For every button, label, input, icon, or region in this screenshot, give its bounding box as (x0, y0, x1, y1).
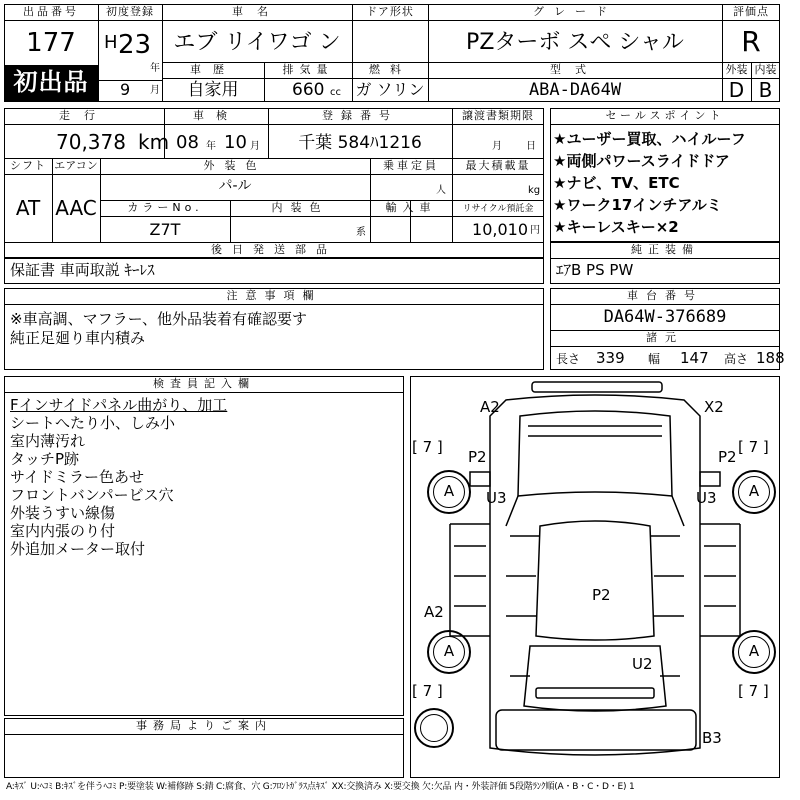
lot-number: 177 (26, 28, 76, 58)
chassis-label: 車台番号 (627, 289, 703, 302)
selling-point-item: ★ワーク17インチアルミ (553, 196, 722, 214)
mark-p2-center: P2 (592, 586, 611, 604)
int-color-label: 内装色 (271, 201, 329, 214)
exterior-label: 外装 (725, 63, 748, 76)
first-reg-month: 9 (120, 80, 131, 99)
ext-color-label: 外装色 (203, 159, 267, 172)
score-label: 評価点 (733, 5, 769, 18)
ext-color-value: パ-ル (218, 178, 252, 194)
capacity-unit: 人 (436, 185, 446, 196)
car-name-label: 車名 (232, 5, 282, 18)
tread-bracket-fr: [ 7 ] (738, 438, 769, 456)
inspector-line: Fインサイドパネル曲がり、加工 (10, 396, 228, 414)
legend-text: A:ｷｽﾞ U:ﾍｺﾐ B:ｷｽﾞを伴うﾍｺﾐ P:要塗装 W:補修跡 S:錆 C:腐食、穴 G:ﾌﾛﾝﾄｶﾞﾗｽ点ｷｽﾞ XX:交換済み X:要交換 欠:欠品 内・外装評価 5段階ﾗﾝｸ順(A・B・C・D・E) 1 (6, 782, 635, 792)
first-listing-badge-text: 初出品 (13, 68, 89, 96)
selling-point-item: ★キーレスキー×2 (553, 218, 679, 236)
history-label: 車歴 (190, 63, 236, 76)
grade-value: PZターボ スペ シャル (466, 30, 684, 55)
standard-equipment-label: 純正装備 (631, 243, 699, 256)
lot-number-label: 出品番号 (23, 5, 79, 18)
transfer-label: 譲渡書類期限 (462, 109, 534, 122)
aircon-value: AAC (55, 196, 97, 220)
selling-point-item: ★ユーザー買取、ハイルーフ (553, 130, 746, 148)
inspection-year-unit: 年 (206, 141, 216, 152)
recycle-label: リサイクル預託金 (462, 204, 534, 214)
model-value: ABA-DA64W (528, 80, 622, 100)
inspector-line: シートへたり小、しみ小 (10, 414, 176, 432)
selling-points-label: セールスポイント (605, 109, 725, 122)
tread-bracket-fl: [ 7 ] (412, 438, 443, 456)
recycle-value: 10,010 (472, 220, 528, 239)
height-label: 高さ (724, 352, 749, 366)
car-name: エブ リイワゴ ン (173, 30, 341, 55)
first-reg-year: 23 (118, 30, 152, 60)
fuel-label: 燃料 (369, 63, 411, 76)
inspection-month-unit: 月 (250, 141, 260, 152)
width-label: 幅 (648, 352, 661, 366)
mark-u2-rear: U2 (632, 655, 653, 673)
plate-label: 登録番号 (322, 109, 398, 122)
caution-line: 純正足廻り車内積み (10, 329, 146, 347)
first-registration-label: 初度登録 (106, 5, 154, 18)
office-label: 事務局よりご案内 (136, 719, 272, 732)
color-no-value: Z7T (149, 220, 181, 239)
year-unit: 年 (150, 63, 160, 74)
later-parts-label: 後日発送部品 (211, 243, 337, 256)
later-parts-value: 保証書 車両取説 ｷｰﾚｽ (10, 261, 155, 279)
tire-rear-right-mark: A (748, 642, 760, 660)
import-label: 輸入車 (385, 201, 437, 214)
shift-label: シフト (10, 159, 46, 172)
tread-bracket-rr: [ 7 ] (738, 682, 769, 700)
inspector-line: フロントバンパービス穴 (10, 486, 174, 504)
score-value: R (741, 25, 761, 58)
caution-line: ※車高調、マフラー、他外品装着有確認要す (10, 310, 307, 328)
mark-b3-rear: B3 (702, 729, 722, 747)
int-color-unit: 系 (356, 227, 366, 238)
mark-u3-right: U3 (696, 489, 717, 507)
selling-point-item: ★ナビ、TV、ETC (553, 174, 680, 192)
chassis-value: DA64W-376689 (603, 307, 727, 327)
inspector-line: サイドミラー色あせ (10, 468, 144, 486)
history-value: 自家用 (187, 80, 239, 100)
inspector-line: 室内内張のり付 (10, 522, 116, 540)
inspection-year: 08 (176, 132, 199, 153)
mark-a2-top: A2 (480, 398, 500, 416)
max-load-unit: kg (528, 185, 541, 196)
mark-a2-left: A2 (424, 603, 444, 621)
inspection-month: 10 (224, 132, 247, 153)
height-value: 188 (756, 349, 785, 367)
car-body-outline (410, 376, 780, 778)
mark-p2-left: P2 (468, 448, 487, 466)
length-label: 長さ (556, 352, 581, 366)
length-value: 339 (596, 349, 625, 367)
width-value: 147 (680, 349, 709, 367)
tire-front-left-mark: A (443, 482, 455, 500)
transfer-month-unit: 月 (492, 141, 502, 152)
spare-tire-inner (420, 714, 448, 742)
displacement-label: 排気量 (282, 63, 334, 76)
inspector-line: 室内薄汚れ (10, 432, 86, 450)
interior-grade: B (758, 78, 773, 102)
mark-x2-top: X2 (704, 398, 724, 416)
capacity-label: 乗車定員 (383, 159, 439, 172)
door-label: ドア形状 (366, 5, 414, 18)
mileage-label: 走行 (59, 109, 109, 122)
inspector-line: 外装うすい線傷 (10, 504, 116, 522)
recycle-unit: 円 (530, 225, 540, 236)
max-load-label: 最大積載量 (465, 159, 531, 172)
plate-value: 千葉 584ﾊ1216 (298, 133, 422, 153)
standard-equipment-value: ｴｱB PS PW (556, 261, 634, 279)
selling-point-item: ★両側パワースライドドア (553, 152, 730, 170)
fuel-value: ガ ソリン (355, 80, 425, 99)
era-prefix: H (104, 32, 118, 53)
grade-label: グレード (533, 5, 617, 18)
tread-bracket-rl: [ 7 ] (412, 682, 443, 700)
inspector-label: 検査員記入欄 (153, 377, 255, 390)
mileage-unit: km (138, 130, 170, 154)
mileage-value: 70,378 (56, 130, 126, 154)
interior-label: 内装 (754, 63, 777, 76)
mark-u3-left: U3 (486, 489, 507, 507)
aircon-label: エアコン (54, 159, 98, 172)
model-label: 型式 (550, 63, 600, 76)
exterior-grade: D (728, 78, 745, 102)
inspector-line: タッチP跡 (10, 450, 80, 468)
inspection-label: 車検 (193, 109, 239, 122)
mark-p2-right: P2 (718, 448, 737, 466)
displacement-value: 660 (292, 80, 325, 100)
displacement-unit: cc (330, 87, 341, 98)
inspector-line: 外追加メーター取付 (10, 540, 146, 558)
caution-label: 注意事項欄 (226, 289, 322, 302)
tire-rear-left-mark: A (443, 642, 455, 660)
shift-value: AT (15, 196, 41, 220)
specs-label: 諸元 (646, 331, 684, 344)
tire-front-right-mark: A (748, 482, 760, 500)
month-unit: 月 (150, 85, 160, 96)
color-no-label: カラーNo. (127, 201, 203, 214)
transfer-day-unit: 日 (526, 141, 536, 152)
